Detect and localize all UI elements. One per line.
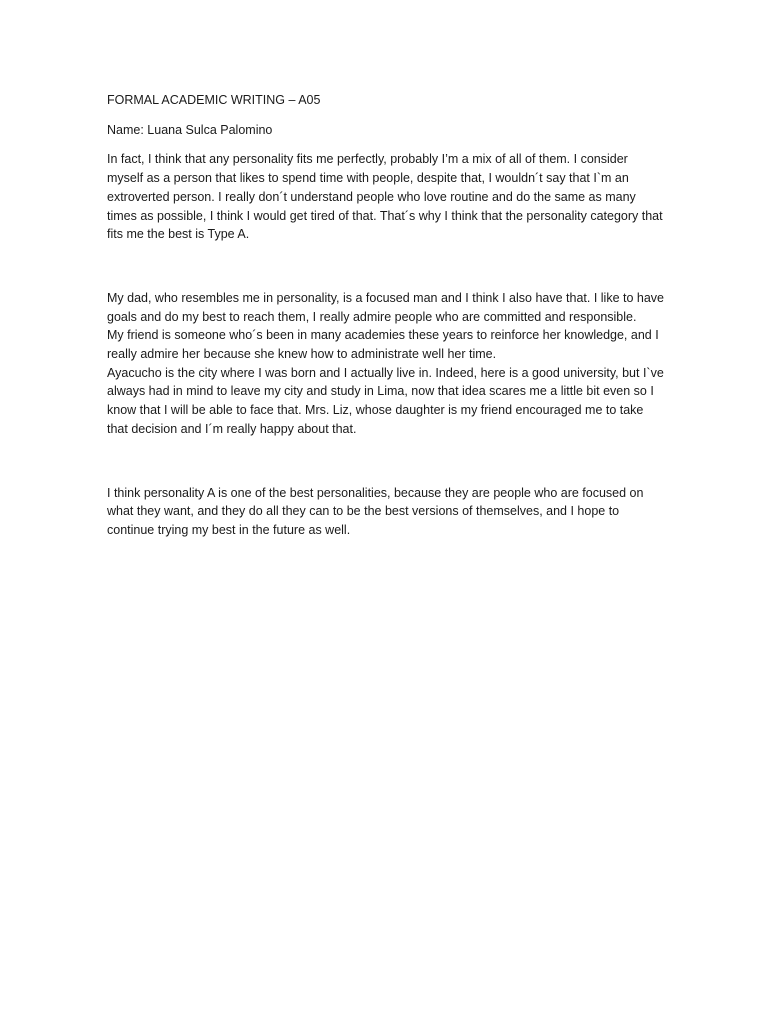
document-body [107, 91, 667, 540]
paragraph-group-people [107, 289, 667, 439]
paragraph-personality-intro: In fact, I think that any personality fits me perfectly, probably I’m a mix of all of them. I consider myself as a person that likes to spend time with people, despite that, I wouldn´t say that I`m an extroverted person. I really don´t understand people who love routine and do the same as many times as possible, I think I would get tired of that. That´s why I think that the personality category that fits me the best is Type A. [107, 152, 663, 242]
paragraph-ayacucho: Ayacucho is the city where I was born and I actually live in. Indeed, here is a good university, but I`ve always had in mind to leave my city and study in Lima, now that idea scares me a little bit even so I know that I will be able to face that. Mrs. Liz, whose daughter is my friend encouraged me to take that decision and I´m really happy about that. [107, 365, 664, 436]
document-title: FORMAL ACADEMIC WRITING – A05 [107, 93, 321, 107]
author-name: Name: Luana Sulca Palomino [107, 122, 273, 137]
paragraph-dad: My dad, who resembles me in personality, is a focused man and I think I also have that. I like to have goals and do my best to reach them, I really admire people who are committed and responsible. [107, 290, 665, 324]
paragraph-friend: My friend is someone who´s been in many academies these years to reinforce her knowledge, and I really admire her because she knew how to administrate well her time. [107, 328, 659, 362]
paragraph-conclusion: I think personality A is one of the best personalities, because they are people who are focused on what they want, and they do all they can to be the best versions of themselves, and I hope to continue trying my best in the future as well. [107, 485, 644, 537]
